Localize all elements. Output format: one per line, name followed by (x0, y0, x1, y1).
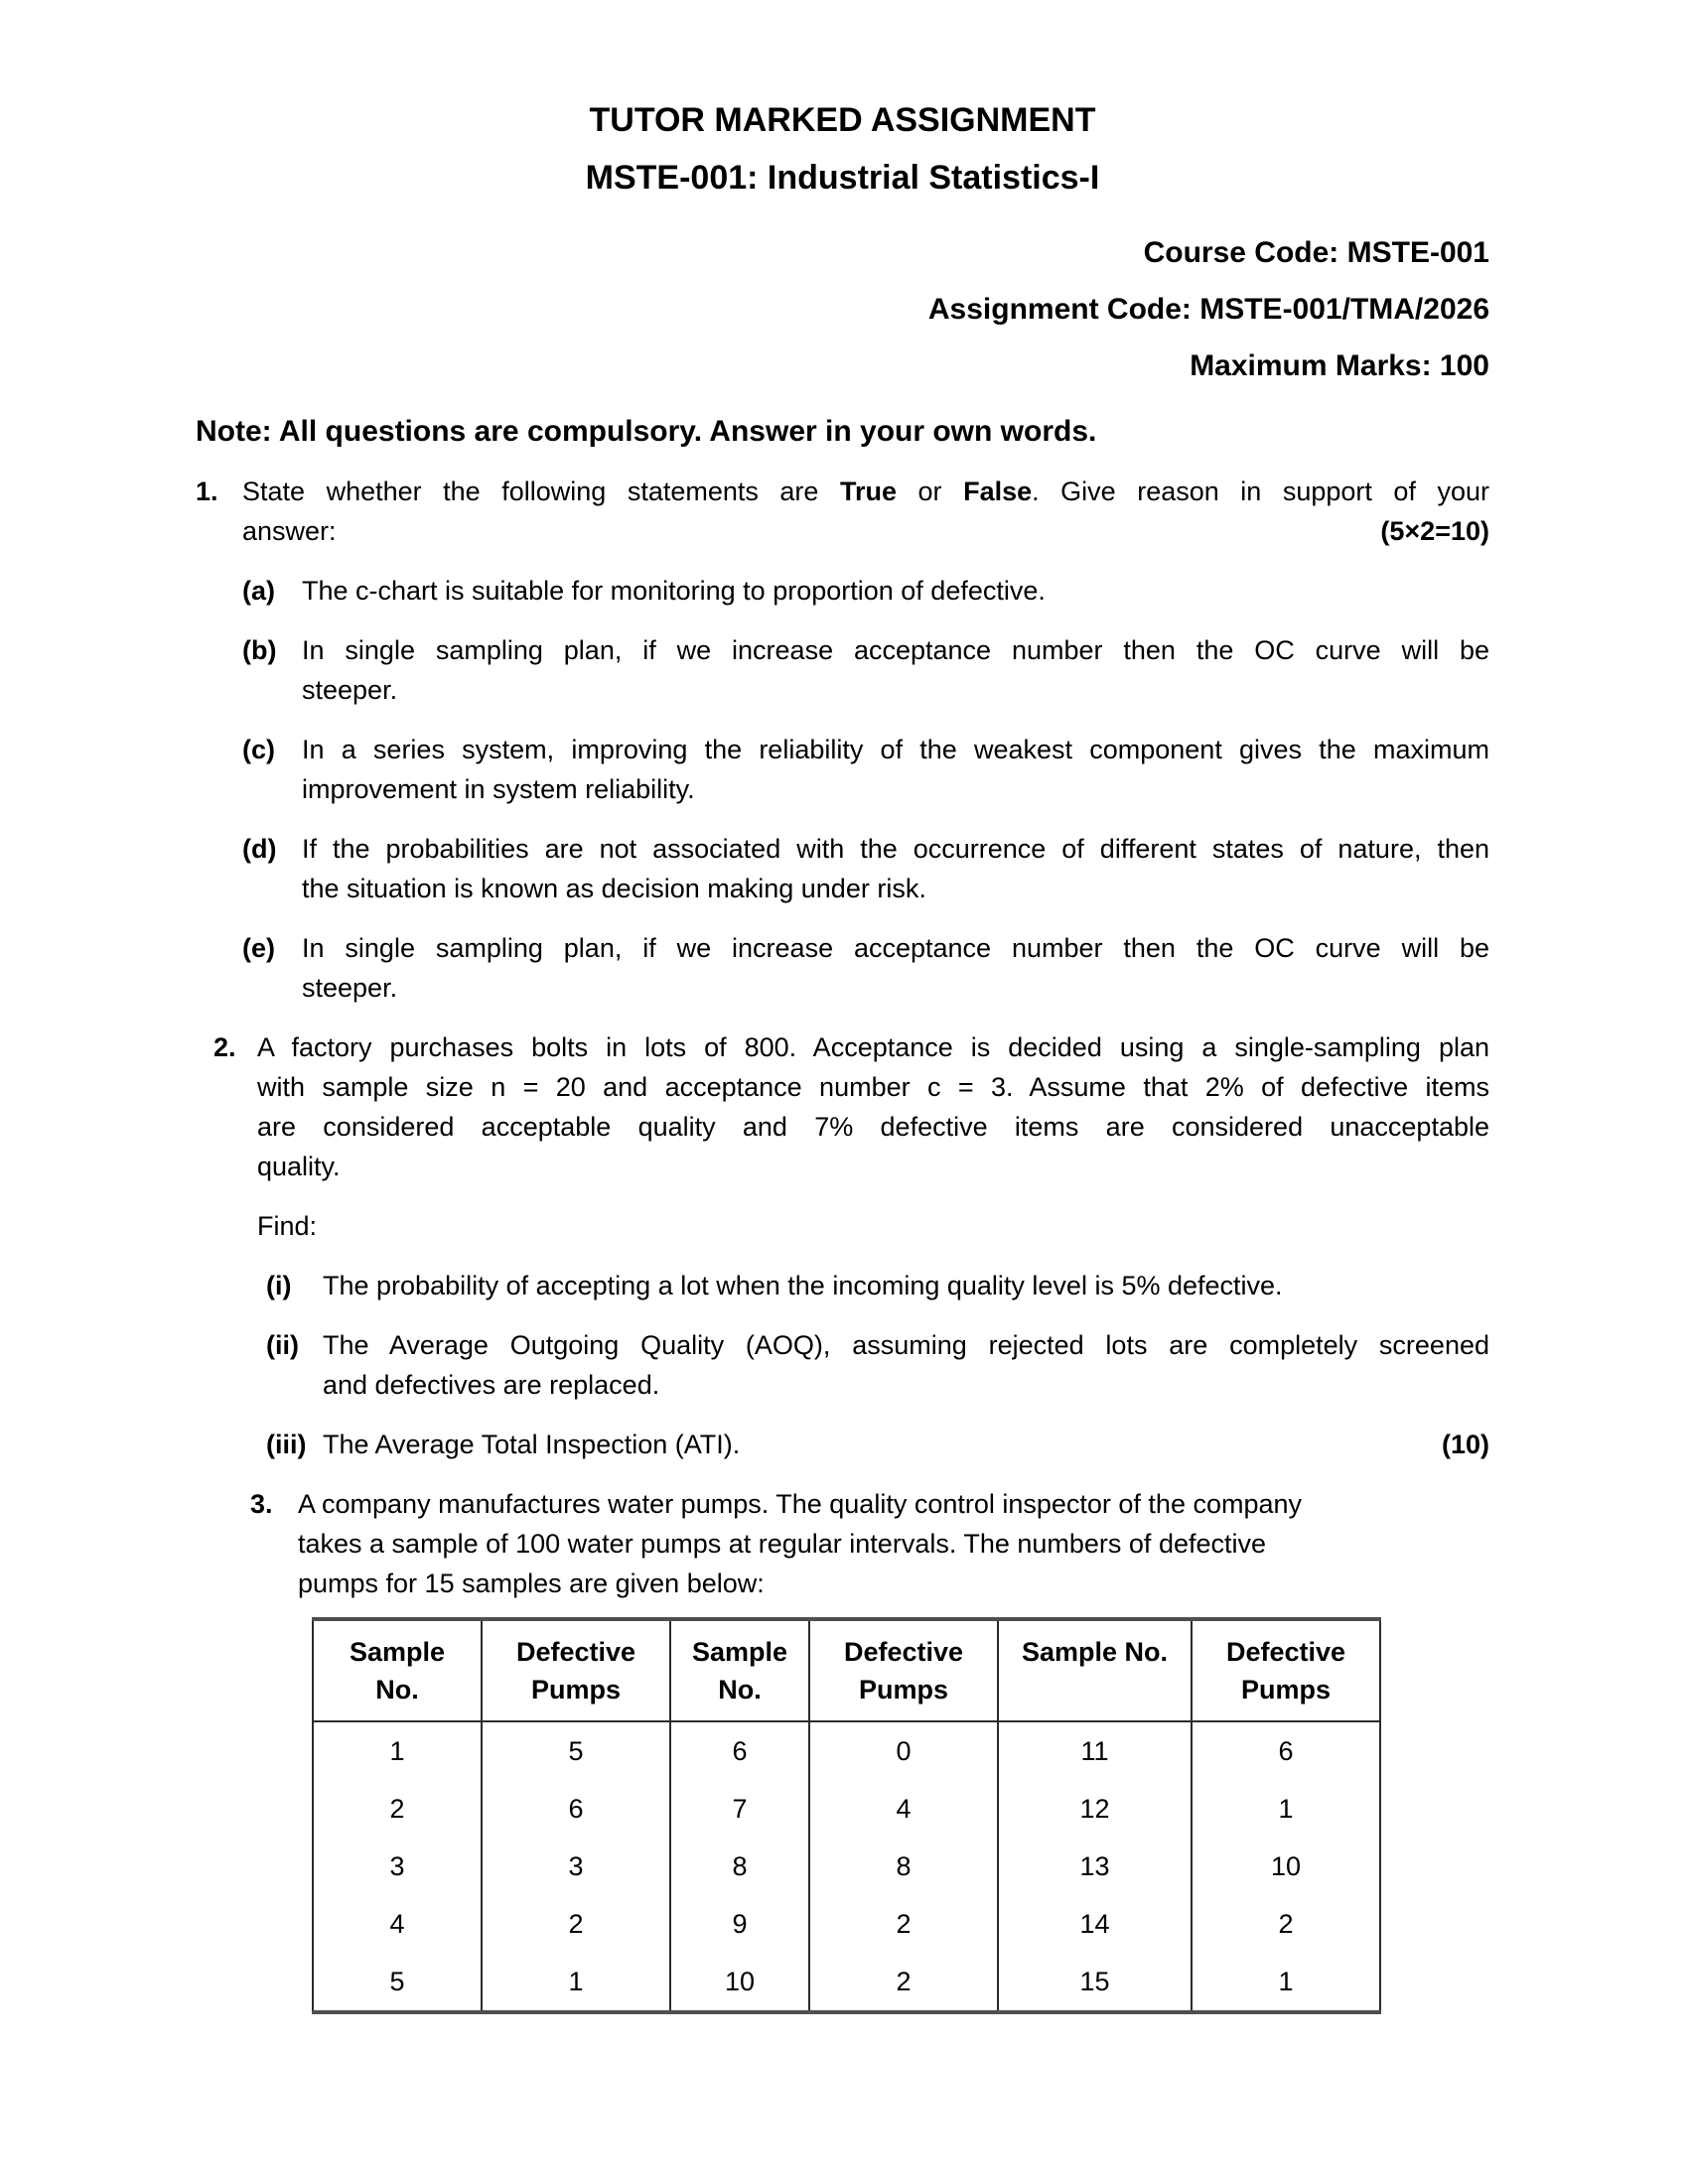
text-line: The probability of accepting a lot when the incoming quality level is 5% defective. (323, 1271, 1283, 1300)
text-line: The c-chart is suitable for monitoring to proportion of defective. (302, 576, 1046, 606)
text-line: pumps for 15 samples are given below: (298, 1569, 765, 1598)
question-1-marks: (5×2=10) (1380, 516, 1489, 546)
document-title: TUTOR MARKED ASSIGNMENT (589, 101, 1096, 139)
text-line: If the probabilities are not associated with the occurrence of different states of nature, then (302, 834, 1489, 864)
table-header-cell: Defective Pumps (1192, 1619, 1380, 1721)
text-line: The Average Total Inspection (ATI). (323, 1430, 741, 1459)
course-code: Course Code: MSTE-001 (1143, 236, 1489, 269)
defective-pumps-table (312, 1617, 1381, 2014)
question-2-marks: (10) (1441, 1430, 1489, 1459)
text-line: are considered acceptable quality and 7% defective items are considered unacceptable (257, 1112, 1489, 1142)
text-line: A factory purchases bolts in lots of 800. Acceptance is decided using a single-sampling plan (257, 1032, 1489, 1062)
table-cell: 4 (389, 1908, 405, 1939)
text-line: The Average Outgoing Quality (AOQ), assuming rejected lots are completely screened (323, 1330, 1489, 1360)
table-cell: 9 (670, 1895, 809, 1953)
table-cell: 3 (389, 1850, 405, 1881)
text-line: In a series system, improving the reliability of the weakest component gives the maximum (302, 735, 1489, 764)
question-1-answer-line (242, 511, 1489, 551)
word-true: True (839, 477, 897, 506)
table-header-row (313, 1619, 1380, 1721)
table-cell: 5 (389, 1966, 405, 1996)
item-iii (266, 1425, 1489, 1464)
question-3-number: 3. (250, 1489, 273, 1519)
item-i-label: (i) (266, 1271, 292, 1300)
table-header-cell: Defective Pumps (482, 1619, 670, 1721)
intro-mid: or (897, 477, 964, 506)
table-cell: 2 (809, 1895, 998, 1953)
table-header-cell: Sample No. (313, 1619, 482, 1721)
table-cell: 8 (809, 1838, 998, 1895)
table-cell: 6 (482, 1780, 670, 1838)
find-label: Find: (257, 1211, 318, 1241)
table-cell: 2 (1192, 1895, 1380, 1953)
question-2 (213, 1027, 1489, 1186)
intro-post: . Give reason in support of your (1032, 477, 1489, 506)
table-row (313, 1895, 1380, 1953)
item-e-label: (e) (242, 933, 275, 963)
text-line: and defectives are replaced. (323, 1370, 660, 1400)
item-d-label: (d) (242, 834, 277, 864)
table-cell: 11 (998, 1721, 1192, 1780)
table-cell: 0 (809, 1721, 998, 1780)
text-line: A company manufactures water pumps. The quality control inspector of the company (298, 1489, 1303, 1519)
text-line: In single sampling plan, if we increase acceptance number then the OC curve will be (302, 635, 1489, 665)
table-cell: 10 (670, 1953, 809, 2012)
table-cell: 8 (670, 1838, 809, 1895)
table-cell: 2 (482, 1895, 670, 1953)
item-ii (266, 1325, 1489, 1405)
question-1-intro-line (242, 472, 1489, 511)
intro-pre: State whether the following statements are (242, 477, 840, 506)
table-row (313, 1780, 1380, 1838)
item-iii-line (323, 1425, 1489, 1464)
table-header-cell: Sample No. (998, 1619, 1192, 1721)
text-line: steeper. (302, 675, 398, 705)
question-1-number: 1. (196, 477, 218, 506)
text-line: quality. (257, 1152, 341, 1181)
table-row (313, 1838, 1380, 1895)
assignment-code: Assignment Code: MSTE-001/TMA/2026 (927, 293, 1489, 326)
item-ii-label: (ii) (266, 1330, 299, 1360)
item-c-label: (c) (242, 735, 275, 764)
question-2-number: 2. (213, 1032, 236, 1062)
table-cell: 4 (809, 1780, 998, 1838)
table-cell: 14 (998, 1895, 1192, 1953)
text-line: takes a sample of 100 water pumps at regular intervals. The numbers of defective (298, 1529, 1267, 1559)
table-cell: 2 (389, 1793, 405, 1824)
table-cell: 1 (1192, 1953, 1380, 2012)
table-cell: 5 (482, 1721, 670, 1780)
note-line: Note: All questions are compulsory. Answer in your own words. (196, 415, 1097, 448)
table-header-cell: Sample No. (670, 1619, 809, 1721)
item-iii-label: (iii) (266, 1430, 307, 1459)
word-false: False (963, 477, 1033, 506)
text-line: improvement in system reliability. (302, 774, 695, 804)
item-d (242, 829, 1489, 908)
item-b (242, 630, 1489, 710)
item-i (266, 1266, 1489, 1305)
table-cell: 2 (809, 1953, 998, 2012)
item-a (242, 571, 1489, 611)
item-b-label: (b) (242, 635, 277, 665)
table-cell: 7 (670, 1780, 809, 1838)
table-cell: 15 (998, 1953, 1192, 2012)
table-cell: 6 (1192, 1721, 1380, 1780)
table-cell: 1 (1192, 1780, 1380, 1838)
table-row (313, 1721, 1380, 1780)
question-3 (250, 1484, 1489, 1603)
table-row (313, 1953, 1380, 2012)
maximum-marks: Maximum Marks: 100 (1190, 349, 1489, 382)
item-a-label: (a) (242, 576, 275, 606)
item-e (242, 928, 1489, 1008)
answer-word: answer: (242, 516, 337, 546)
table-header-cell: Defective Pumps (809, 1619, 998, 1721)
text-line: In single sampling plan, if we increase acceptance number then the OC curve will be (302, 933, 1489, 963)
text-line: the situation is known as decision making under risk. (302, 874, 926, 903)
table-cell: 6 (670, 1721, 809, 1780)
table-cell: 1 (482, 1953, 670, 2012)
table-cell: 12 (998, 1780, 1192, 1838)
text-line: steeper. (302, 973, 398, 1003)
table-cell: 13 (998, 1838, 1192, 1895)
table-cell: 1 (389, 1735, 405, 1766)
meta-block (196, 224, 1489, 394)
question-1 (196, 472, 1489, 551)
text-line: with sample size n = 20 and acceptance number c = 3. Assume that 2% of defective items (257, 1072, 1489, 1102)
course-title: MSTE-001: Industrial Statistics-I (585, 159, 1100, 197)
table-cell: 3 (482, 1838, 670, 1895)
table-cell: 10 (1192, 1838, 1380, 1895)
item-c (242, 730, 1489, 809)
